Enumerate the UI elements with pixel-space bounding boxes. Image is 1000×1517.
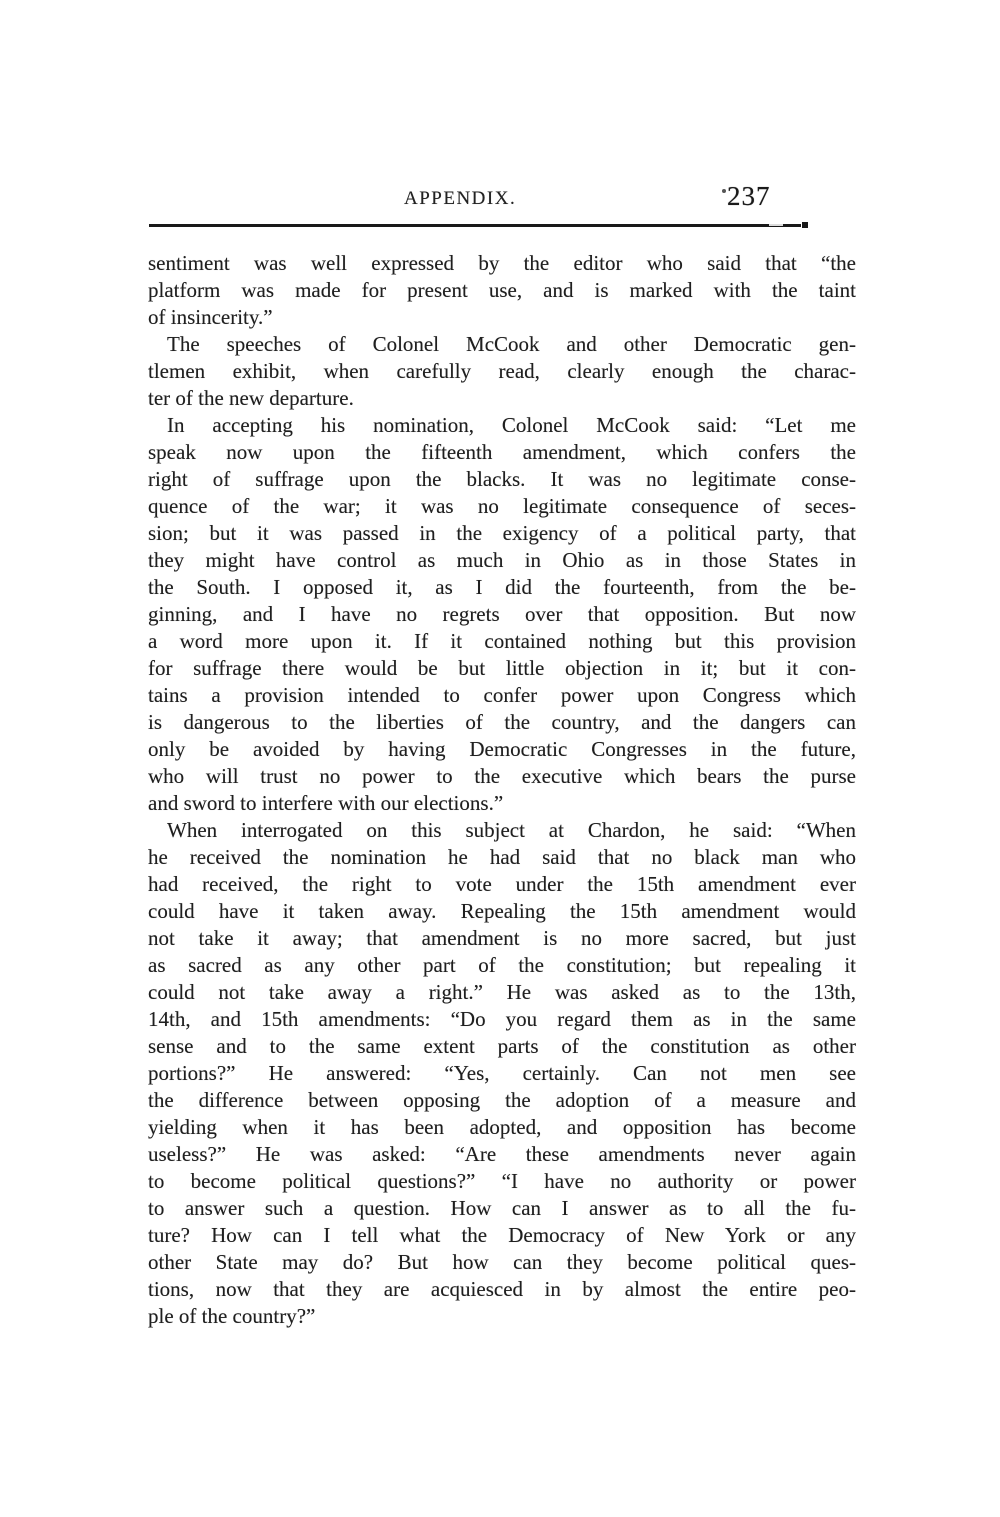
text-line: portions?” He answered: “Yes, certainly. Can not men see — [148, 1061, 856, 1085]
text-line: for suffrage there would be but little objection in it; but it con- — [148, 656, 856, 680]
text-line: is dangerous to the liberties of the country, and the dangers can — [148, 710, 856, 734]
text-line: right of suffrage upon the blacks. It was no legitimate conse- — [148, 467, 856, 491]
text-line: the South. I opposed it, as I did the fourteenth, from the be- — [148, 575, 856, 599]
text-line: When interrogated on this subject at Chardon, he said: “When — [167, 818, 856, 842]
text-line: other State may do? But how can they become political ques- — [148, 1250, 856, 1274]
text-line: ginning, and I have no regrets over that opposition. But now — [148, 602, 856, 626]
page-body — [148, 250, 856, 1330]
ink-speck-artifact — [722, 189, 726, 193]
text-line: not take it away; that amendment is no more sacred, but just — [148, 926, 856, 950]
text-line: the difference between opposing the adoption of a measure and — [148, 1088, 856, 1112]
text-line: sion; but it was passed in the exigency of a political party, that — [148, 521, 856, 545]
page-number: 237 — [727, 181, 771, 211]
text-line: and sword to interfere with our elections.” — [148, 791, 504, 815]
text-line: platform was made for present use, and is marked with the taint — [148, 278, 856, 302]
text-line: who will trust no power to the executive which bears the purse — [148, 764, 856, 788]
text-line: to become political questions?” “I have no authority or power — [148, 1169, 856, 1193]
text-line: quence of the war; it was no legitimate consequence of seces- — [148, 494, 856, 518]
text-line: to answer such a question. How can I answer as to all the fu- — [148, 1196, 856, 1220]
text-line: yielding when it has been adopted, and opposition has become — [148, 1115, 856, 1139]
text-line: The speeches of Colonel McCook and other Democratic gen- — [167, 332, 856, 356]
running-head-title: APPENDIX. — [404, 188, 517, 209]
text-line: sense and to the same extent parts of the constitution as other — [148, 1034, 856, 1058]
text-line: could not take away a right.” He was asked as to the 13th, — [148, 980, 856, 1004]
header-rule — [149, 224, 801, 227]
text-line: tions, now that they are acquiesced in by almost the entire peo- — [148, 1277, 856, 1301]
text-line: In accepting his nomination, Colonel McCook said: “Let me — [167, 413, 856, 437]
text-line: as sacred as any other part of the constitution; but repealing it — [148, 953, 856, 977]
text-line: a word more upon it. If it contained nothing but this provision — [148, 629, 856, 653]
text-line: useless?” He was asked: “Are these amendments never again — [148, 1142, 856, 1166]
text-line: had received, the right to vote under the 15th amendment ever — [148, 872, 856, 896]
text-line: could have it taken away. Repealing the 15th amendment would — [148, 899, 856, 923]
text-line: speak now upon the fifteenth amendment, which confers the — [148, 440, 856, 464]
text-line: 14th, and 15th amendments: “Do you regard them as in the same — [148, 1007, 856, 1031]
text-line: ter of the new departure. — [148, 386, 354, 410]
text-line: of insincerity.” — [148, 305, 273, 329]
text-line: sentiment was well expressed by the editor who said that “the — [148, 251, 856, 275]
text-line: tains a provision intended to confer power upon Congress which — [148, 683, 856, 707]
text-line: tlemen exhibit, when carefully read, clearly enough the charac- — [148, 359, 856, 383]
text-line: ture? How can I tell what the Democracy of New York or any — [148, 1223, 856, 1247]
text-line: only be avoided by having Democratic Congresses in the future, — [148, 737, 856, 761]
text-line: ple of the country?” — [148, 1304, 316, 1328]
text-line: they might have control as much in Ohio as in those States in — [148, 548, 856, 572]
text-line: he received the nomination he had said that no black man who — [148, 845, 856, 869]
